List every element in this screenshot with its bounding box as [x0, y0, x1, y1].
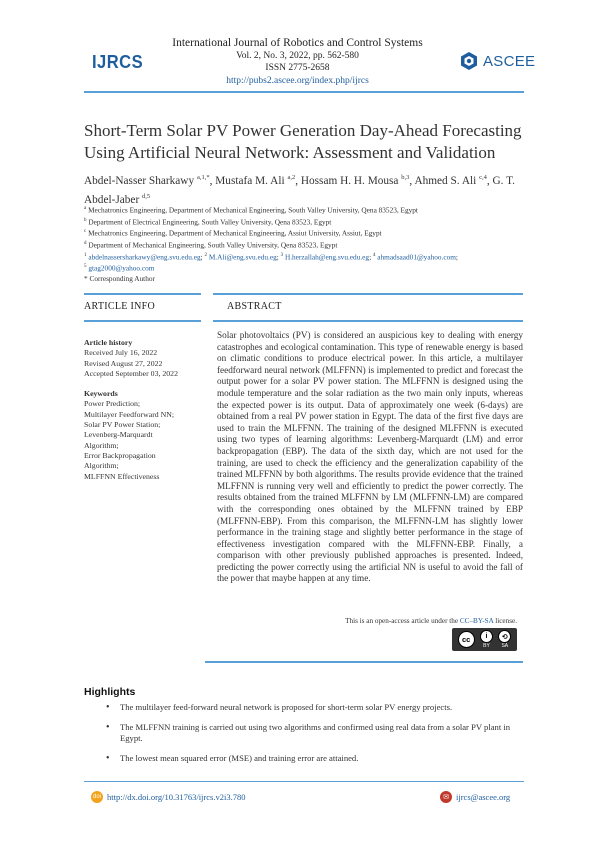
email-sup: 5 — [84, 264, 87, 270]
abstract-bottom-rule — [213, 320, 523, 322]
license-statement — [217, 617, 517, 625]
highlight-item: • The MLFFNN training is carried out using two algorithms and confirmed using real data from a solar PV plant in Egypt. — [106, 722, 526, 744]
affiliations — [84, 204, 529, 284]
author-name: G. T. Abdel-Jaber — [84, 174, 516, 206]
cc-icon: cc — [458, 631, 475, 648]
email-line — [84, 262, 529, 274]
doi-link[interactable]: http://dx.doi.org/10.31763/ijrcs.v2i3.780 — [107, 792, 246, 802]
sa-icon: ⟲ — [498, 630, 511, 643]
abstract-text: Solar photovoltaics (PV) is considered an auspicious key to dealing with energy catastrophes and ecological contamination. This type of renewable energy is based on climatic conditions to produce electrical power. In this article, a multilayer feedforward neural network (MLFFNN) is implemented to predict and forecast the output power for a solar PV power station. The MLFFNN is designed using the module temperature and the solar radiation as the two main only inputs, whereas the expected power is its output. Data of approximately one week (6-days) are obtained from a real PV power station in Egypt. The data of the first five days are used to train the MLFFNN. The training of the designed MLFFNN is executed using two types of learning algorithms: Levenberg-Marquardt (LM) and error backpropagation (EBP). The data of the sixth day, which are not used for the training, are used to check the efficiency and the generalization capability of the trained MLFFNN by both algorithms. The results provide evidence that the trained MLFFNN is running very well and efficiently to predict the power correctly. The results obtained from the trained MLFFNN by LM (MLFFNN-LM) are compared with the corresponding ones obtained by the MLFFNN trained by EBP (MLFFNN-EBP). From this comparison, the MLFFNN-LM has slightly lower performance in the training stage and slightly better performance in the stage of effectiveness investigation compared with the MLFFNN-EBP. Finally, a comparison with other previously published approaches is presented. Indeed, predicting the power correctly using the artificial NN is useful to avoid the fall of the power that maybe happen at any time. — [217, 330, 523, 584]
affiliation-line — [84, 227, 529, 239]
keywords-heading: Keywords — [84, 389, 118, 399]
email-icon: ✉ — [440, 791, 452, 803]
journal-logo: IJRCS — [92, 52, 144, 72]
abstract-top-rule — [213, 293, 523, 295]
keyword-item: Solar PV Power Station; — [84, 420, 161, 430]
header-divider — [84, 91, 524, 93]
affiliation-sup: a — [84, 206, 87, 211]
highlights-heading: Highlights — [84, 686, 136, 698]
keyword-item: Power Prediction; — [84, 399, 141, 409]
email-sup: 1 — [84, 252, 87, 258]
highlight-item: • The multilayer feed-forward neural network is proposed for short-term solar PV energy projects. — [106, 702, 526, 713]
keyword-item: Algorithm; — [84, 440, 119, 450]
affiliation-line — [84, 216, 529, 228]
paper-title: Short-Term Solar PV Power Generation Day-Ahead Forecasting Using Artificial Neural Network: Assessment and Validation — [84, 121, 522, 162]
affiliation-sup: c — [84, 229, 87, 235]
publisher-name: ASCEE — [483, 52, 536, 70]
keyword-item: Error Backpropagation — [84, 450, 156, 460]
affiliation-sup: d — [84, 240, 87, 246]
hexagon-logo-icon — [459, 51, 479, 71]
history-heading: Article history — [84, 338, 133, 347]
sa-label: SA — [501, 643, 509, 649]
author-list: Abdel-Nasser Sharkawy $^{a,1,*}$, Mustafa M. Ali $^{a,2}$, Hossam H. H. Mousa $^{b,3}$, Ahmed S. Ali $^{c,4}$, G. T. Abdel-Jaber $^{d,5}$ — [84, 174, 516, 206]
by-icon: i — [480, 630, 493, 643]
license-suffix: license. — [495, 617, 517, 625]
license-prefix: This is an open-access article under the — [345, 617, 459, 625]
author-email-link[interactable]: gtag2000@yahoo.com — [88, 263, 155, 273]
article-info-top-rule — [84, 293, 201, 295]
publisher-logo — [459, 51, 535, 71]
article-info-bottom-rule — [84, 320, 201, 322]
corresponding-author-note: * Corresponding Author — [84, 273, 155, 283]
affiliation-line — [84, 204, 529, 216]
email-block — [440, 791, 510, 803]
abstract-end-rule — [205, 661, 523, 663]
issn: ISSN 2775-2658 — [265, 63, 330, 73]
keyword-item: Multilayer Feedforward NN; — [84, 409, 175, 419]
author-email-link[interactable]: ahmadsaad01@yahoo.com — [377, 251, 456, 261]
doi-icon: doi — [91, 791, 103, 803]
license-link[interactable]: CC–BY-SA — [459, 617, 494, 625]
highlight-item: • The lowest mean squared error (MSE) and training error are attained. — [106, 753, 526, 764]
doi-block — [91, 791, 245, 803]
abstract-label: ABSTRACT — [227, 301, 282, 312]
volume-info: Vol. 2, No. 3, 2022, pp. 562-580 — [236, 51, 359, 61]
author-name: Hossam H. H. Mousa — [300, 174, 399, 187]
affiliation-text: Mechatronics Engineering, Department of Mechanical Engineering, South Valley University, Qena 83523, Egypt — [88, 205, 418, 215]
email-sup: 2 — [204, 252, 207, 258]
keyword-item: Algorithm; — [84, 461, 119, 471]
journal-email-link[interactable]: ijrcs@ascee.org — [456, 792, 511, 802]
author-affil-sup: c,4 — [479, 174, 487, 181]
author-affil-sup: a,2 — [287, 174, 296, 181]
footer-divider — [84, 781, 524, 782]
author-affil-sup: b,3 — [401, 174, 410, 181]
by-label: BY — [483, 643, 490, 649]
author-email-link[interactable]: M.Ali@eng.svu.edu.eg — [208, 251, 277, 261]
article-info-label: ARTICLE INFO — [84, 301, 156, 312]
affiliation-text: Department of Mechanical Engineering, South Valley University, Qena 83523, Egypt — [88, 240, 338, 250]
accepted-date: Accepted September 03, 2022 — [84, 368, 178, 378]
email-line: $^1$ abdelnassersharkawy@eng.svu.edu.eg; $^2$ M.Ali@eng.svu.edu.eg; $^3$ H.herzallah@eng.svu.edu.eg; $^4$ ahmadsaad01@yahoo.com; — [84, 251, 458, 261]
keyword-item: MLFFNN Effectiveness — [84, 471, 160, 481]
received-date: Received July 16, 2022 — [84, 348, 158, 358]
journal-url-link[interactable]: http://pubs2.ascee.org/index.php/ijrcs — [226, 76, 369, 86]
author-name: Ahmed S. Ali — [414, 174, 477, 187]
author-name: Abdel-Nasser Sharkawy — [84, 174, 195, 187]
cc-by-sa-badge[interactable] — [452, 628, 517, 651]
journal-name: International Journal of Robotics and Control Systems — [172, 37, 423, 49]
revised-date: Revised August 27, 2022 — [84, 358, 163, 368]
author-affil-sup: a,1,* — [196, 174, 210, 181]
article-info-panel — [84, 338, 204, 482]
author-affil-sup: d,5 — [142, 192, 151, 200]
affiliation-text: Mechatronics Engineering, Department of Mechanical Engineering, Assiut University, Assiut, Egypt — [88, 228, 382, 238]
keyword-list — [84, 399, 204, 481]
affiliation-sup: b — [84, 217, 87, 223]
highlights-list — [106, 702, 526, 772]
email-sup: 4 — [372, 252, 376, 258]
email-sup: 3 — [280, 252, 284, 258]
affiliation-line — [84, 239, 529, 251]
keyword-item: Levenberg-Marquardt — [84, 430, 153, 440]
author-name: Mustafa M. Ali — [215, 174, 285, 187]
author-email-link[interactable]: H.herzallah@eng.svu.edu.eg — [284, 251, 370, 261]
author-email-link[interactable]: abdelnassersharkawy@eng.svu.edu.eg — [88, 251, 201, 261]
affiliation-text: Department of Electrical Engineering, South Valley University, Qena 83523, Egypt — [88, 217, 332, 227]
